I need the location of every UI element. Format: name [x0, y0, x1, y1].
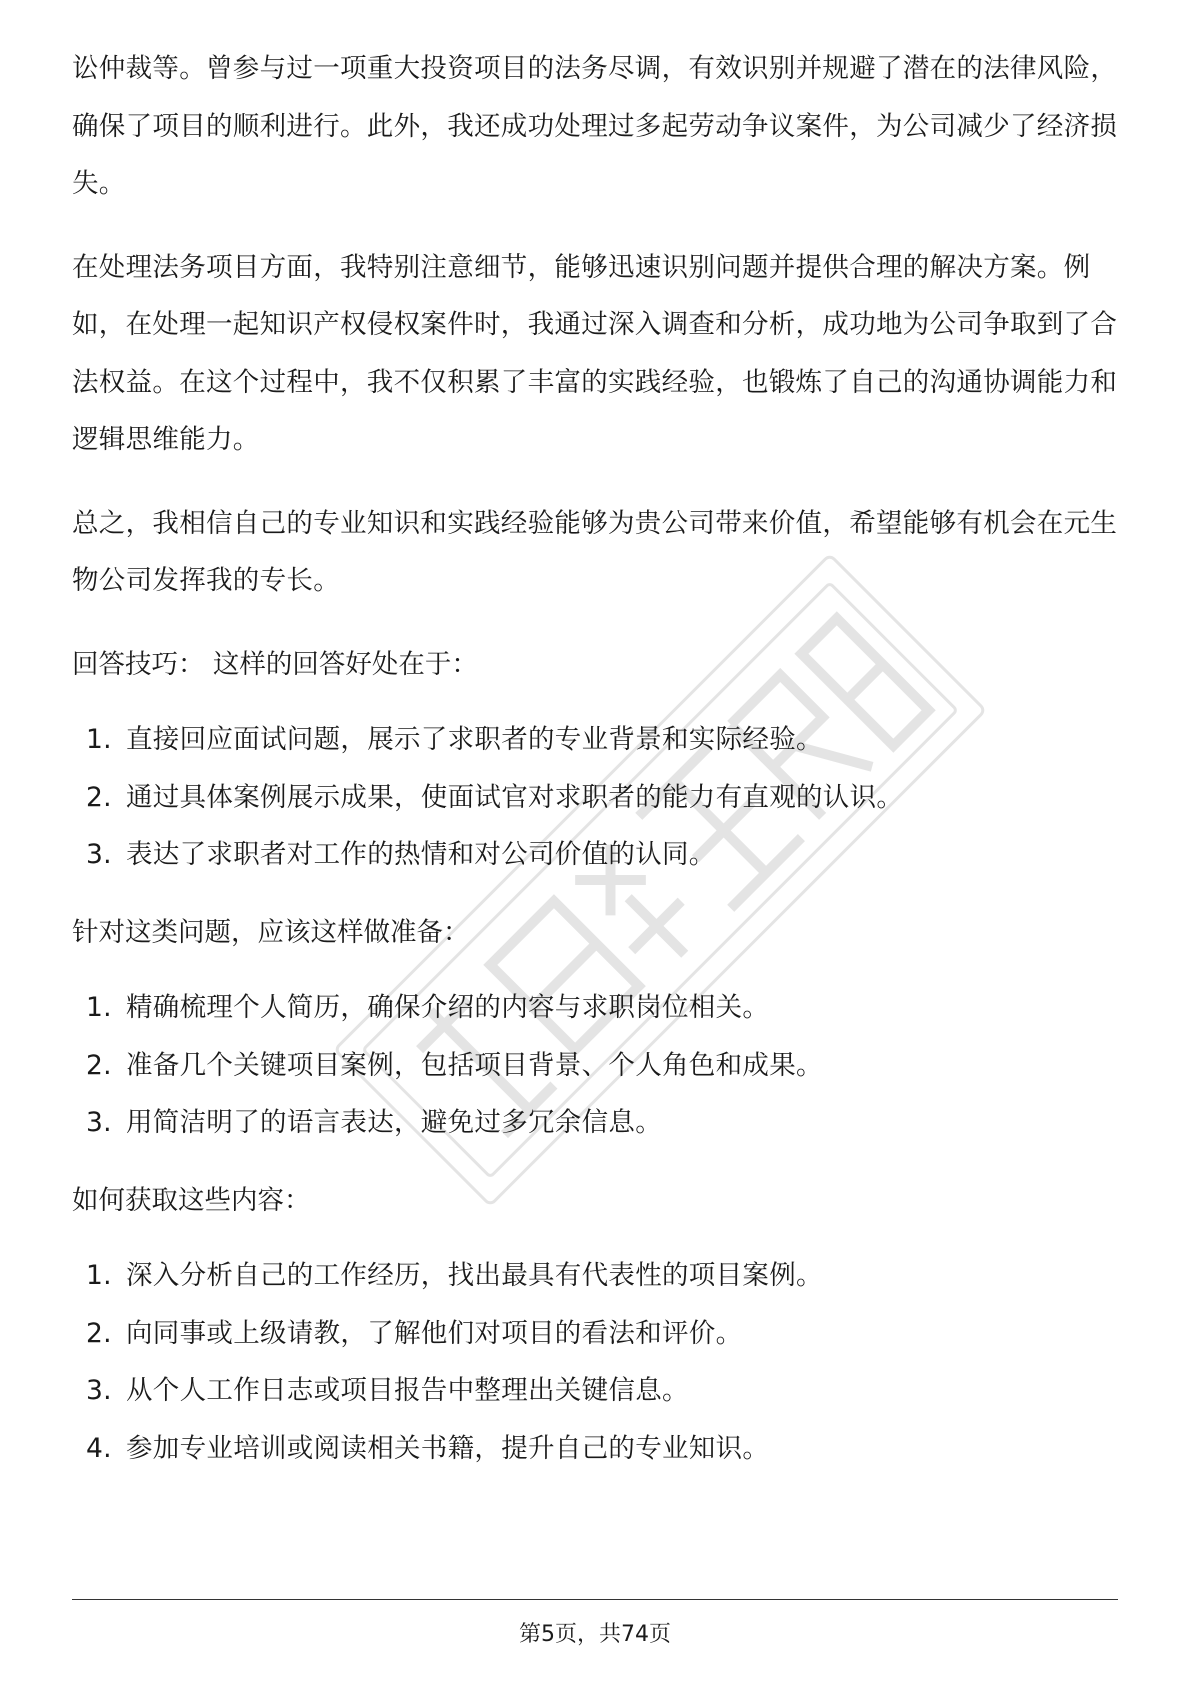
- list-number: 2.: [86, 1317, 112, 1349]
- list-text: 精确梳理个人简历，确保介绍的内容与求职岗位相关。: [126, 992, 770, 1023]
- paragraph-project-handling: 在处理法务项目方面，我特别注意细节，能够迅速识别问题并提供合理的解决方案。例如，在处理一起知识产权侵权案件时，我通过深入调查和分析，成功地为公司争取到了合法权益。在这个过程中，我不仅积累了丰富的实践经验，也锻炼了自己的沟通协调能力和逻辑思维能力。: [72, 251, 1118, 455]
- list-number: 2.: [86, 1049, 112, 1081]
- list-number: 1.: [86, 992, 112, 1023]
- list-item: [72, 1420, 1118, 1478]
- page-number: 第5页，共74页: [519, 1622, 671, 1647]
- main-content: [72, 40, 1118, 1497]
- list-item: [72, 1247, 1118, 1305]
- list-number: 1.: [86, 1260, 112, 1291]
- list-item: [72, 1037, 1118, 1095]
- obtain-heading: 如何获取这些内容：: [72, 1184, 311, 1216]
- list-text: 深入分析自己的工作经历，找出最具有代表性的项目案例。: [126, 1260, 823, 1291]
- list-number: 2.: [86, 781, 112, 813]
- tips-list: [72, 711, 1118, 884]
- list-text: 直接回应面试问题，展示了求职者的专业背景和实际经验。: [126, 724, 823, 755]
- paragraph-experience: 讼仲裁等。曾参与过一项重大投资项目的法务尽调，有效识别并规避了潜在的法律风险，确保了项目的顺利进行。此外，我还成功处理过多起劳动争议案件，为公司减少了经济损失。: [72, 53, 1118, 199]
- footer-divider: [72, 1599, 1118, 1600]
- list-number: 1.: [86, 724, 112, 755]
- list-text: 表达了求职者对工作的热情和对公司价值的认同。: [126, 839, 716, 870]
- list-item: [72, 826, 1118, 884]
- list-item: [72, 1362, 1118, 1420]
- obtain-list: [72, 1247, 1118, 1477]
- list-number: 4.: [86, 1432, 112, 1464]
- list-number: 3.: [86, 1375, 112, 1406]
- list-text: 准备几个关键项目案例，包括项目背景、个人角色和成果。: [126, 1049, 823, 1081]
- list-text: 参加专业培训或阅读相关书籍，提升自己的专业知识。: [126, 1432, 770, 1464]
- list-item: [72, 769, 1118, 827]
- list-number: 3.: [86, 1107, 112, 1138]
- paragraph-summary: 总之，我相信自己的专业知识和实践经验能够为贵公司带来价值，希望能够有机会在元生物公司发挥我的专长。: [72, 507, 1118, 596]
- list-item: [72, 1094, 1118, 1152]
- prepare-list: [72, 979, 1118, 1152]
- list-text: 通过具体案例展示成果，使面试官对求职者的能力有直观的认识。: [126, 781, 904, 813]
- prepare-heading: 针对这类问题，应该这样做准备：: [72, 916, 470, 948]
- list-item: [72, 711, 1118, 769]
- list-text: 用简洁明了的语言表达，避免过多冗余信息。: [126, 1107, 662, 1138]
- tips-heading: 回答技巧： 这样的回答好处在于：: [72, 648, 478, 680]
- list-text: 从个人工作日志或项目报告中整理出关键信息。: [126, 1375, 689, 1406]
- list-text: 向同事或上级请教，了解他们对项目的看法和评价。: [126, 1317, 743, 1349]
- list-item: [72, 1305, 1118, 1363]
- list-number: 3.: [86, 839, 112, 870]
- list-item: [72, 979, 1118, 1037]
